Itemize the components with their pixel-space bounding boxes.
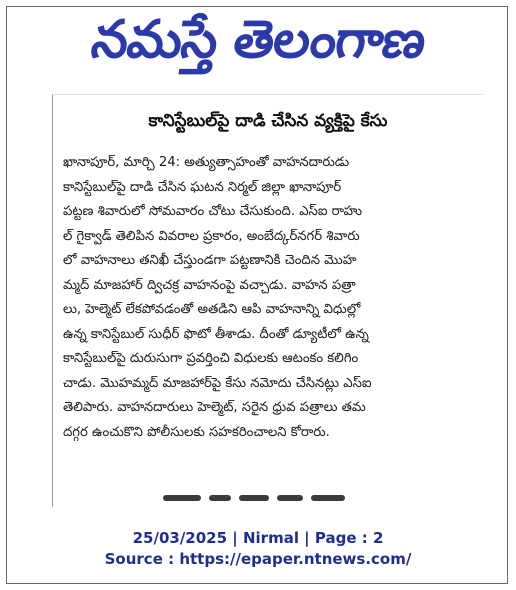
article-line: పట్టణ శివారులో సోమవారం చోటు చేసుకుంది. ఎస్ఐ రాహు <box>63 204 363 219</box>
article-line: ఉన్న కానిస్టేబుల్ సుధీర్ ఫొటో తీశాడు. దీంతో డ్యూటీలో ఉన్న <box>63 326 369 342</box>
article-line: లు, హెల్మెట్ లేకపోవడంతో అతడిని ఆపి వాహనాన్ని విధుల్లో <box>63 302 361 317</box>
clipping-cut-edge <box>163 495 363 503</box>
article-line: తెలిపారు. వాహనదారులు హెల్మెట్, సరైన ధ్రువ పత్రాలు తమ <box>63 400 366 415</box>
article-body <box>63 151 483 445</box>
article-line: ల్ గైక్వాడ్ తెలిపిన వివరాల ప్రకారం, అంబేద్కర్‌నగర్ శివారు <box>63 228 360 244</box>
source-footer <box>0 528 516 570</box>
article-line: చాడు. మొహమ్మద్ మాజహార్‌పై కేసు నమోదు చేసినట్లు ఎస్ఐ <box>63 375 372 391</box>
masthead <box>0 8 516 80</box>
article-line: కానిస్టేబుల్‌పై దురుసుగా ప్రవర్తించి విధులకు ఆటంకం కలిగిం <box>63 351 359 366</box>
edition-info: 25/03/2025 | Nirmal | Page : 2 <box>132 529 384 547</box>
article-line: మ్మద్ మాజహార్ ద్విచక్ర వాహనంపై వచ్చాడు. వాహన పత్రా <box>63 277 356 293</box>
article-line: కానిస్టేబుల్‌పై దాడి చేసిన ఘటన నిర్మల్ జిల్లా ఖానాపూర్ <box>63 179 342 195</box>
article-line: ఖానాపూర్, మార్చి 24: అత్యుత్సాహంతో వాహనదారుడు <box>63 155 350 170</box>
article-line: లో వాహనాలు తనిఖీ చేస్తుండగా పట్టణానికి చెందిన మొహ <box>63 253 357 268</box>
article-line: దగ్గర ఉంచుకొని పోలీసులకు సహకరించాలని కోరారు. <box>63 424 330 440</box>
source-url: Source : https://epaper.ntnews.com/ <box>104 550 412 568</box>
news-clipping <box>52 94 483 507</box>
newspaper-logo: నమస్తే తెలంగాణ <box>87 10 429 70</box>
article-headline: కానిస్టేబుల్‌పై దాడి చేసిన వ్యక్తిపై కేసు <box>148 111 388 131</box>
